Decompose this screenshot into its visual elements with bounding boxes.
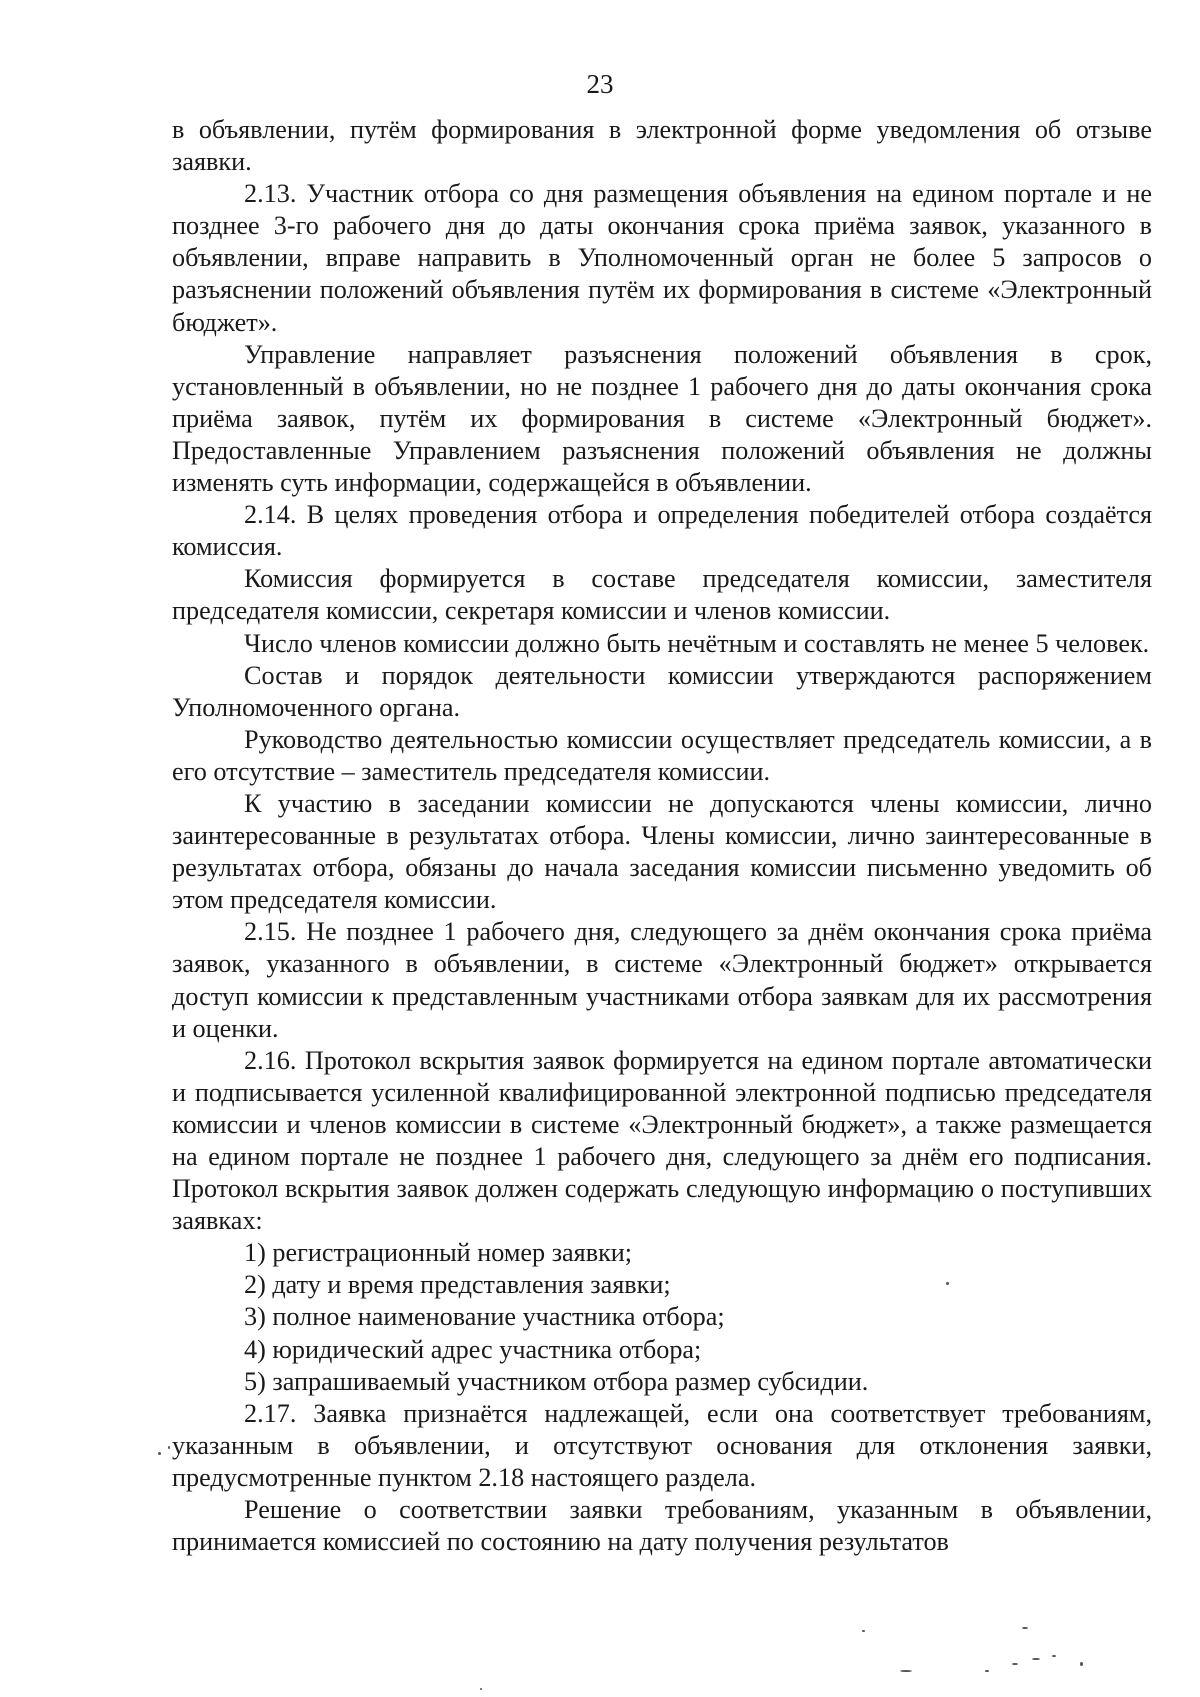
scan-speck xyxy=(900,1670,912,1672)
list-item: 4) юридический адрес участника отбора; xyxy=(244,1334,702,1364)
scan-speck xyxy=(1012,1663,1018,1665)
page-number: 23 xyxy=(586,69,614,99)
scan-speck xyxy=(862,1630,865,1632)
paragraph-2-16: 2.16. Протокол вскрытия заявок формируется на едином портале автоматически и подписывается усиленной квалифицированной электронной подписью председателя комиссии и членов комиссии в системе «Электронный бюджет», а также размещается на едином портале не позднее 1 рабочего дня, следующего за днём его подписания. Протокол вскрытия заявок должен содержать следующую информацию о поступивших заявках: xyxy=(172,1045,1152,1236)
paragraph: Решение о соответствии заявки требованиям, указанным в объявлении, принимается комиссией по состоянию на дату получения результатов xyxy=(172,1495,1152,1557)
paragraph: Число членов комиссии должно быть нечётным и составлять не менее 5 человек. xyxy=(244,628,1150,658)
paragraph: К участию в заседании комиссии не допускаются члены комиссии, лично заинтересованные в результатах отбора. Члены комиссии, лично заинтересованные в результатах отбора, обязаны до начала заседания комиссии письменно уведомить об этом председателя комиссии. xyxy=(172,788,1152,915)
scan-speck xyxy=(1052,1655,1056,1657)
paragraph-2-15: 2.15. Не позднее 1 рабочего дня, следующего за днём окончания срока приёма заявок, указанного в объявлении, в системе «Электронный бюджет» открывается доступ комиссии к представленным участниками отбора заявкам для их рассмотрения и оценки. xyxy=(172,917,1152,1043)
scan-speck xyxy=(985,1670,989,1672)
paragraph: Комиссия формируется в составе председателя комиссии, заместителя председателя комиссии, секретаря комиссии и членов комиссии. xyxy=(172,564,1152,626)
scan-speck xyxy=(158,1452,161,1455)
scan-speck xyxy=(168,1446,170,1449)
paragraph: Руководство деятельностью комиссии осуществляет председатель комиссии, а в его отсутствие – заместитель председателя комиссии. xyxy=(172,724,1152,786)
paragraph-2-13: 2.13. Участник отбора со дня размещения объявления на едином портале и не позднее 3-го рабочего дня до даты окончания срока приёма заявок, указанного в объявлении, вправе направить в Уполномоченный орган не более 5 запросов о разъяснении положений объявления путём их формирования в системе «Электронный бюджет». xyxy=(172,179,1152,337)
paragraph: Состав и порядок деятельности комиссии утверждаются распоряжением Уполномоченного органа. xyxy=(172,660,1152,722)
scan-speck xyxy=(1032,1658,1040,1660)
list-item: 3) полное наименование участника отбора; xyxy=(244,1302,725,1332)
list-item: 2) дату и время представления заявки; xyxy=(244,1270,671,1300)
scan-speck xyxy=(946,1282,949,1285)
paragraph: Управление направляет разъяснения положений объявления в срок, установленный в объявлении, но не позднее 1 рабочего дня до даты окончания срока приёма заявок, путём их формирования в системе «Электронный бюджет». Предоставленные Управлением разъяснения положений объявления не должны изменять суть информации, содержащейся в объявлении. xyxy=(172,339,1152,498)
body-text xyxy=(172,114,1152,1558)
paragraph: в объявлении, путём формирования в электронной форме уведомления об отзыве заявки. xyxy=(172,115,1152,177)
scan-speck xyxy=(480,1688,482,1690)
list-item: 1) регистрационный номер заявки; xyxy=(244,1238,633,1268)
scan-speck xyxy=(1080,1662,1083,1666)
scan-speck xyxy=(1022,1627,1028,1629)
paragraph-2-17: 2.17. Заявка признаётся надлежащей, если она соответствует требованиям, указанным в объявлении, и отсутствуют основания для отклонения заявки, предусмотренные пунктом 2.18 настоящего раздела. xyxy=(172,1398,1152,1492)
paragraph-2-14: 2.14. В целях проведения отбора и определения победителей отбора создаётся комиссия. xyxy=(172,500,1152,562)
list-item: 5) запрашиваемый участником отбора размер субсидии. xyxy=(244,1366,869,1396)
